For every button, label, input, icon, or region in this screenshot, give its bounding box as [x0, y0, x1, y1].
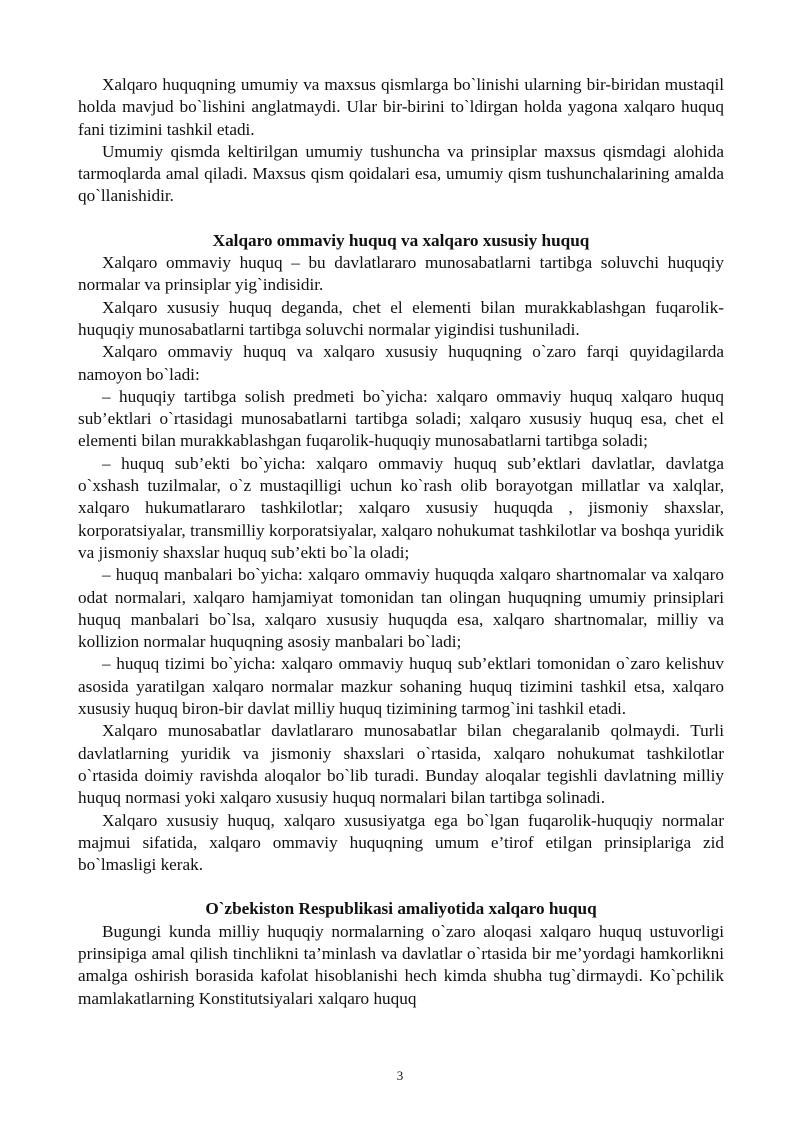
- list-item: – huquqiy tartibga solish predmeti bo`yicha: xalqaro ommaviy huquq xalqaro huquq sub’ektlari o`rtasidagi munosabatlarni tartibga soladi; xalqaro xususiy huquq esa, chet el elementi bilan murakkablashgan fuqarolik-huquqiy munosabatlarni tartibga soladi;: [78, 386, 724, 451]
- body-paragraph: Xalqaro xususiy huquq deganda, chet el elementi bilan murakkablashgan fuqarolik-huquqiy munosabatlarni tartibga soluvchi normalar yigindisi tushuniladi.: [78, 297, 724, 339]
- page-number: 3: [396, 1068, 404, 1083]
- list-item: – huquq sub’ekti bo`yicha: xalqaro ommaviy huquq sub’ektlari davlatlar, davlatga o`xshash tuzilmalar, o`z mustaqilligi uchun ko`rash olib borayotgan millatlar va xalqlar, xalqaro hukumatlararo tashkilotlar; xalqaro xususiy huquqda , jismoniy shaxslar, korporatsiyalar, transmilliy korporatsiyalar, xalqaro nohukumat tashkilotlar va boshqa yuridik va jismoniy shaxslar huquq sub’ekti bo`la oladi;: [78, 453, 724, 562]
- body-paragraph: Umumiy qismda keltirilgan umumiy tushuncha va prinsiplar maxsus qismdagi alohida tarmoqlarda amal qiladi. Maxsus qism qoidalari esa, umumiy qism tushunchalarining amalda qo`llanishidir.: [78, 141, 724, 206]
- body-paragraph: Xalqaro huquqning umumiy va maxsus qismlarga bo`linishi ularning bir-biridan mustaqil holda mavjud bo`lishini anglatmaydi. Ular bir-birini to`ldirgan holda yagona xalqaro huquq fani tizimini tashkil etadi.: [78, 75, 724, 139]
- list-item: – huquq tizimi bo`yicha: xalqaro ommaviy huquq sub’ektlari tomonidan o`zaro kelishuv asosida yaratilgan xalqaro normalar mazkur sohaning huquq tizimini tashkil etsa, xalqaro xususiy huquq biron-bir davlat milliy huquq tizimining tarmog`ini tashkil etadi.: [78, 654, 724, 719]
- body-paragraph: Bugungi kunda milliy huquqiy normalarning o`zaro aloqasi xalqaro huquq ustuvorligi prinsipiga amal qilish tinchlikni ta’minlash va davlatlar o`rtasida bir me’yordagi hamkorlikni amalga oshirish borasida kafolat hisoblanishi hech kimda shubha tug`dirmaydi. Ko`pchilik mamlakatlarning Konstitutsiyalari xalqaro huquq: [78, 921, 724, 1008]
- section-heading-uzbekistan-practice: O`zbekiston Respublikasi amaliyotida xalqaro huquq: [205, 899, 597, 919]
- body-paragraph: Xalqaro xususiy huquq, xalqaro xususiyatga ega bo`lgan fuqarolik-huquqiy normalar majmui sifatida, xalqaro ommaviy huquqning umum e’tirof etilgan prinsiplariga zid bo`lmasligi kerak.: [78, 810, 724, 875]
- document-page: [78, 74, 724, 1010]
- body-paragraph: Xalqaro ommaviy huquq – bu davlatlararo munosabatlarni tartibga soluvchi huquqiy normalar va prinsiplar yig`indisidir.: [78, 253, 724, 295]
- list-item: – huquq manbalari bo`yicha: xalqaro ommaviy huquqda xalqaro shartnomalar va xalqaro odat normalari, xalqaro hamjamiyat tomonidan tan olingan huquqning umumiy prinsiplari huquq manbalari bo`lsa, xalqaro xususiy huquqda esa, xalqaro shartnomalar, milliy va kollizion normalar huquqning asosiy manbalari bo`ladi;: [78, 565, 724, 652]
- body-paragraph: Xalqaro munosabatlar davlatlararo munosabatlar bilan chegaralanib qolmaydi. Turli davlatlarning yuridik va jismoniy shaxslari o`rtasida, xalqaro nohukumat tashkilotlar o`rtasida doimiy ravishda aloqalor bo`lib turadi. Bunday aloqalar tegishli davlatning milliy huquq normasi yoki xalqaro xususiy huquq normalari bilan tartibga solinadi.: [78, 721, 724, 808]
- body-paragraph: Xalqaro ommaviy huquq va xalqaro xususiy huquqning o`zaro farqi quyidagilarda namoyon bo`ladi:: [78, 342, 724, 384]
- section-heading-public-private-law: Xalqaro ommaviy huquq va xalqaro xususiy huquq: [212, 230, 590, 250]
